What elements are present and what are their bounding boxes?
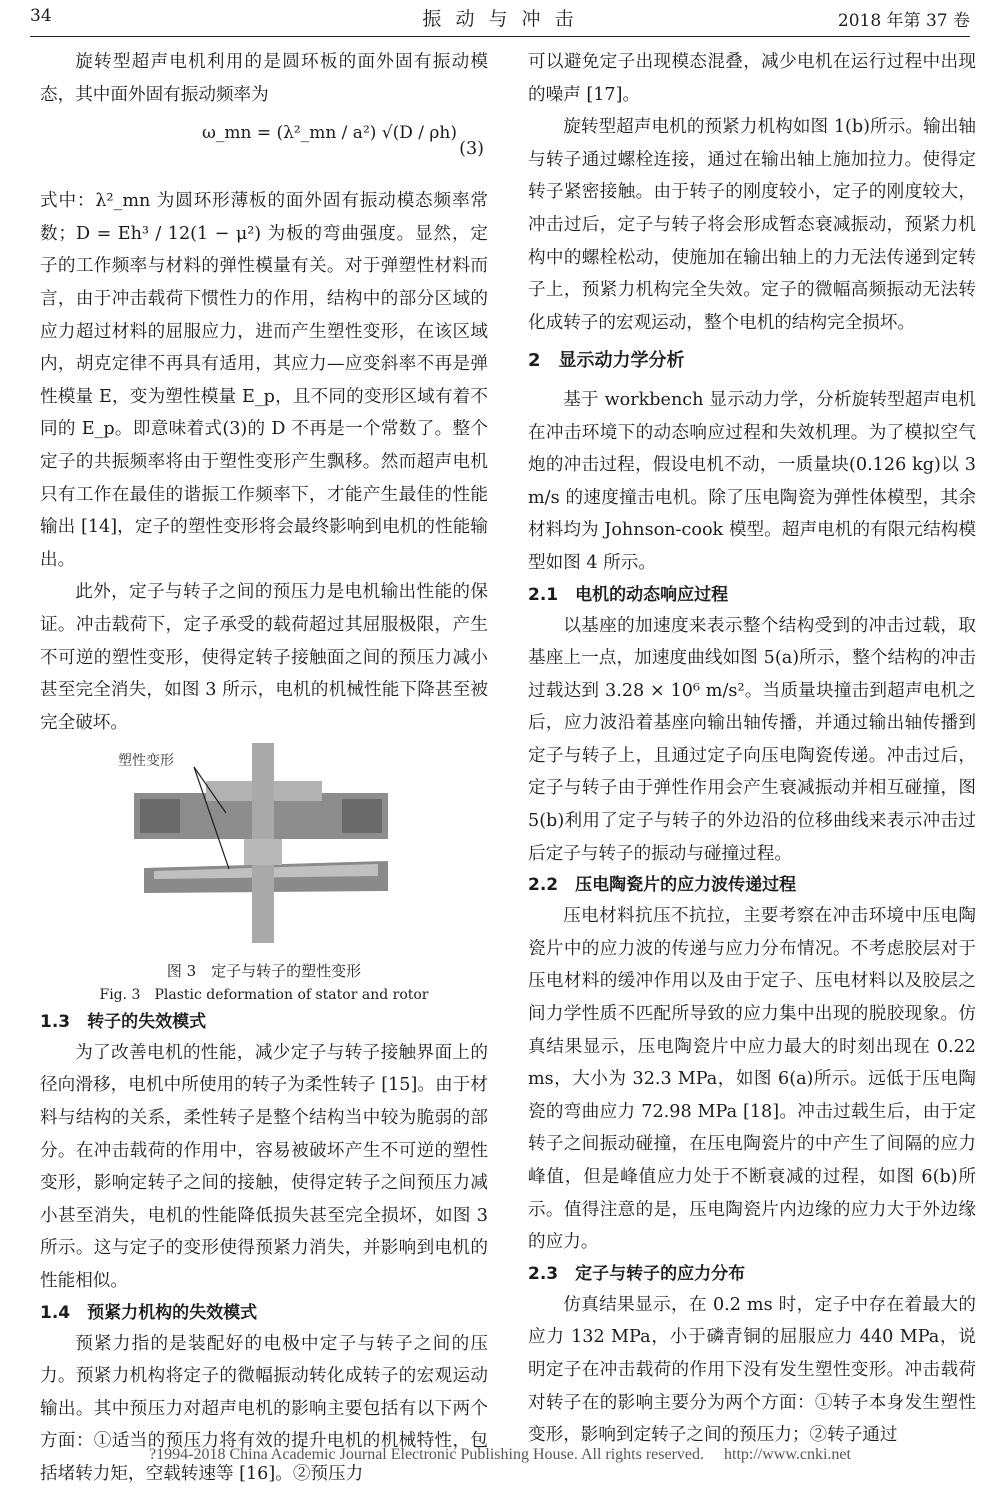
figure-3 (40, 743, 488, 1007)
paragraph: 预紧力指的是装配好的电极中定子与转子之间的压力。预紧力机构将定子的微幅振动转化成转子的宏观运动输出。其中预压力对超声电机的影响主要包括有以下两个方面：①适当的预压力将有效的提升电机的机械特性，包括堵转力矩，空载转速等 [16]。②预压力 (40, 1333, 488, 1484)
paragraph: 此外，定子与转子之间的预压力是电机输出性能的保证。冲击载荷下，定子承受的载荷超过其屈服极限，产生不可逆的塑性变形，使得定转子接触面之间的预压力减小甚至完全消失，如图 3 所示，电机的机械性能下降甚至被完全破坏。 (40, 582, 488, 733)
section-heading-1-3: 1.3 转子的失效模式 (40, 1011, 207, 1032)
figure-label: 塑性变形 (118, 753, 174, 770)
section-heading-2-3: 2.3 定子与转子的应力分布 (528, 1263, 746, 1284)
journal-title: 振 动 与 冲 击 (422, 8, 578, 30)
equation-number: (3) (459, 139, 484, 160)
section-heading-2-2: 2.2 压电陶瓷片的应力波传递过程 (528, 875, 797, 896)
equation-body: ω_mn = (λ²_mn / a²) √(D / ρh) (202, 123, 457, 144)
paragraph: 以基座的加速度来表示整个结构受到的冲击过载，取基座上一点，加速度曲线如图 5(a)所示，整个结构的冲击过载达到 3.28 × 10⁶ m/s²。当质量块撞击到超声电机之后，应力波沿着基座向输出轴传播，并通过输出轴传播到定子与转子上，且通过定子向压电陶瓷传递。冲击过后，定子与转子由于弹性作用会产生衰减振动并相互碰撞，图 5(b)利用了定子与转子的外边沿的位移曲线来表示冲击过后定子与转子的振动与碰撞过程。 (528, 615, 976, 864)
paragraph: 压电材料抗压不抗拉，主要考察在冲击环境中压电陶瓷片中的应力波的传递与应力分布情况。不考虑胶层对于压电材料的缓冲作用以及由于定子、压电材料以及胶层之间力学性质不匹配所导致的应力集中出现的脱胶现象。仿真结果显示，压电陶瓷片中应力最大的时刻出现在 0.22 ms，大小为 32.3 MPa，如图 6(a)所示。远低于压电陶瓷的弯曲应力 72.98 MPa [18]。冲击过载生后，由于定转子之间振动碰撞，在压电陶瓷片的中产生了间隔的应力峰值，但是峰值应力处于不断衰减的过程，如图 6(b)所示。值得注意的是，压电陶瓷片内边缘的应力大于外边缘的应力。 (528, 906, 976, 1253)
figure-caption-en: Fig. 3 Plastic deformation of stator and rotor (99, 986, 429, 1003)
figure-caption-cn: 图 3 定子与转子的塑性变形 (166, 961, 362, 980)
right-column (528, 46, 976, 1452)
paragraph: 旋转型超声电机的预紧力机构如图 1(b)所示。输出轴与转子通过螺栓连接，通过在输出轴上施加拉力。使得定转子紧密接触。由于转子的刚度较小，定子的刚度较大，冲击过后，定子与转子将会形成暂态衰减振动，预紧力机构中的螺栓松动，使施加在输出轴上的力无法传递到定转子上，预紧力机构完全失效。定子的微幅高频振动无法转化成转子的宏观运动，整个电机的结构完全损坏。 (528, 117, 976, 333)
section-heading-2: 2 显示动力学分析 (528, 350, 685, 372)
stator-rotor-image (114, 743, 414, 943)
left-column (40, 46, 488, 1491)
paragraph: 基于 workbench 显示动力学，分析旋转型超声电机在冲击环境下的动态响应过程和失效机理。为了模拟空气炮的冲击过程，假设电机不动，一质量块(0.126 kg)以 3 m/s 的速度撞击电机。除了压电陶瓷为弹性体模型，其余材料均为 Johnson-cook 模型。超声电机的有限元结构模型如图 4 所示。 (528, 389, 976, 573)
equation-3 (40, 111, 488, 185)
section-heading-1-4: 1.4 预紧力机构的失效模式 (40, 1302, 258, 1323)
paragraph: 为了改善电机的性能，减少定子与转子接触界面上的径向滑移，电机中所使用的转子为柔性转子 [15]。由于材料与结构的关系，柔性转子是整个结构当中较为脆弱的部分。在冲击载荷的作用中，容易被破坏产生不可逆的塑性变形，影响定转子之间的接触，使得定转子之间预压力减小甚至消失，电机的性能降低损失甚至完全损坏，如图 3 所示。这与定子的变形使得预紧力消失，并影响到电机的性能相似。 (40, 1042, 488, 1292)
paragraph: 旋转型超声电机利用的是圆环板的面外固有振动模态，其中面外固有振动频率为 (40, 52, 488, 105)
page-number: 34 (30, 6, 52, 26)
section-heading-2-1: 2.1 电机的动态响应过程 (528, 584, 729, 605)
paragraph: 仿真结果显示，在 0.2 ms 时，定子中存在着最大的应力 132 MPa，小于磷青铜的屈服应力 440 MPa，说明定子在冲击载荷的作用下没有发生塑性变形。冲击载荷对转子在的影响主要分为两个方面：①转子本身发生塑性变形，影响到定转子之间的预压力；②转子通过 (528, 1294, 976, 1446)
paragraph: 可以避免定子出现模态混叠，减少电机在运行过程中出现的噪声 [17]。 (528, 52, 976, 105)
copyright-footer: ?1994-2018 China Academic Journal Electronic Publishing House. All rights reserved. http://www.cnki.net (149, 1446, 851, 1463)
volume-label: 2018 年第 37 卷 (837, 11, 970, 31)
running-header (30, 0, 970, 37)
paragraph: 式中：λ²_mn 为圆环形薄板的面外固有振动模态频率常数；D = Eh³ / 12(1 − μ²) 为板的弯曲强度。显然，定子的工作频率与材料的弹性模量有关。对于弹塑性材料而言，由于冲击载荷下惯性力的作用，结构中的部分区域的应力超过材料的屈服应力，进而产生塑性变形，在该区域内，胡克定律不再具有适用，其应力—应变斜率不再是弹性模量 E，变为塑性模量 E_p，且不同的变形区域有着不同的 E_p。即意味着式(3)的 D 不再是一个常数了。整个定子的共振频率将由于塑性变形产生飘移。然而超声电机只有工作在最佳的谐振工作频率下，才能产生最佳的性能输出 [14]，定子的塑性变形将会最终影响到电机的性能输出。 (40, 191, 488, 570)
